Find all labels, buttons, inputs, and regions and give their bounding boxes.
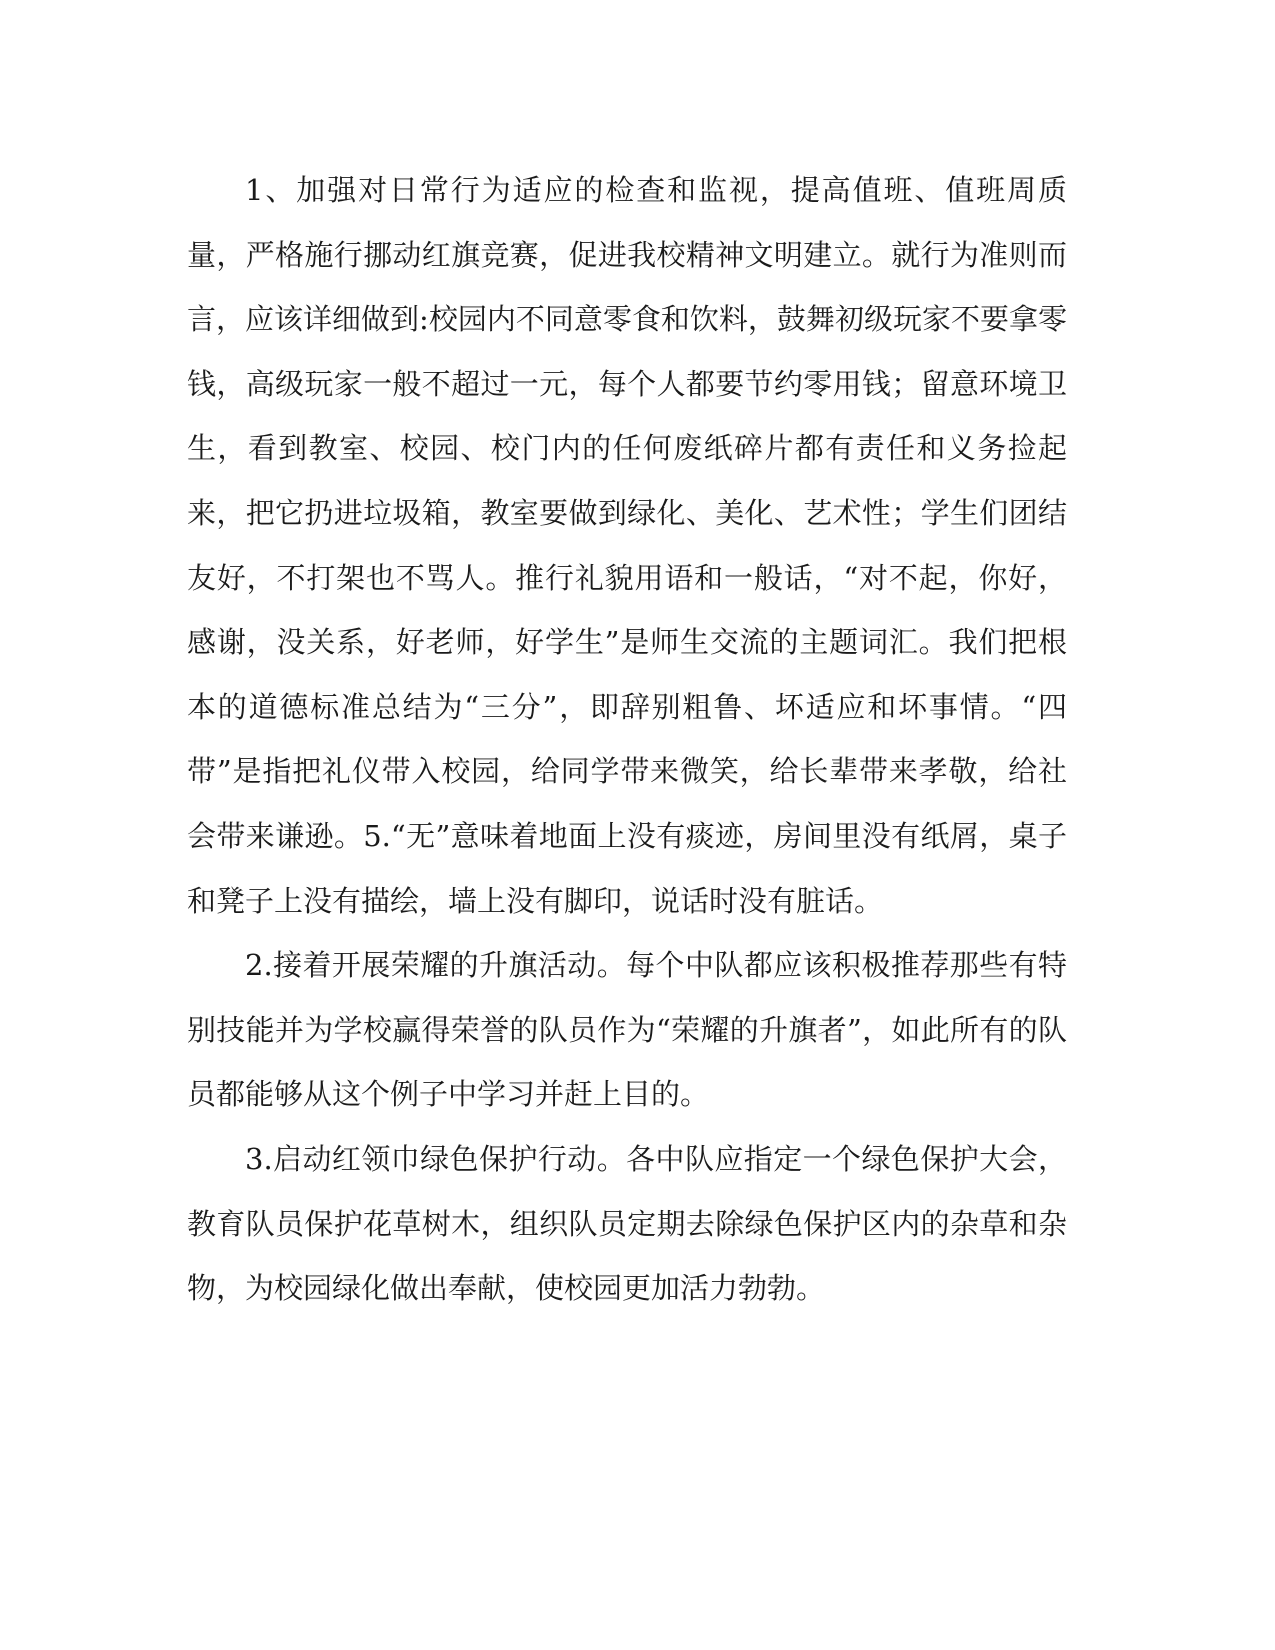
paragraph-flag-raising: 2.接着开展荣耀的升旗活动。每个中队都应该积极推荐那些有特别技能并为学校赢得荣誉的队员作为“荣耀的升旗者”，如此所有的队员都能够从这个例子中学习并赶上目的。 (187, 948, 1067, 1112)
document-body (187, 158, 1067, 1321)
paragraph-green-protection: 3.启动红领巾绿色保护行动。各中队应指定一个绿色保护大会，教育队员保护花草树木，组织队员定期去除绿色保护区内的杂草和杂物，为校园绿化做出奉献，使校园更加活力勃勃。 (187, 1141, 1067, 1306)
paragraph-behavior-norms: 1、加强对日常行为适应的检查和监视，提高值班、值班周质量，严格施行挪动红旗竞赛，促进我校精神文明建立。就行为准则而言，应该详细做到:校园内不同意零食和饮料，鼓舞初级玩家不要拿零钱，高级玩家一般不超过一元，每个人都要节约零用钱；留意环境卫生，看到教室、校园、校门内的任何废纸碎片都有责任和义务捡起来，把它扔进垃圾箱，教室要做到绿化、美化、艺术性；学生们团结友好，不打架也不骂人。推行礼貌用语和一般话，“对不起，你好，感谢，没关系，好老师，好学生”是师生交流的主题词汇。我们把根本的道德标准总结为“三分”，即辞别粗鲁、坏适应和坏事情。“四带”是指把礼仪带入校园，给同学带来微笑，给长辈带来孝敬，给社会带来谦逊。5.“无”意味着地面上没有痰迹，房间里没有纸屑，桌子和凳子上没有描绘，墙上没有脚印，说话时没有脏话。 (187, 173, 1067, 918)
